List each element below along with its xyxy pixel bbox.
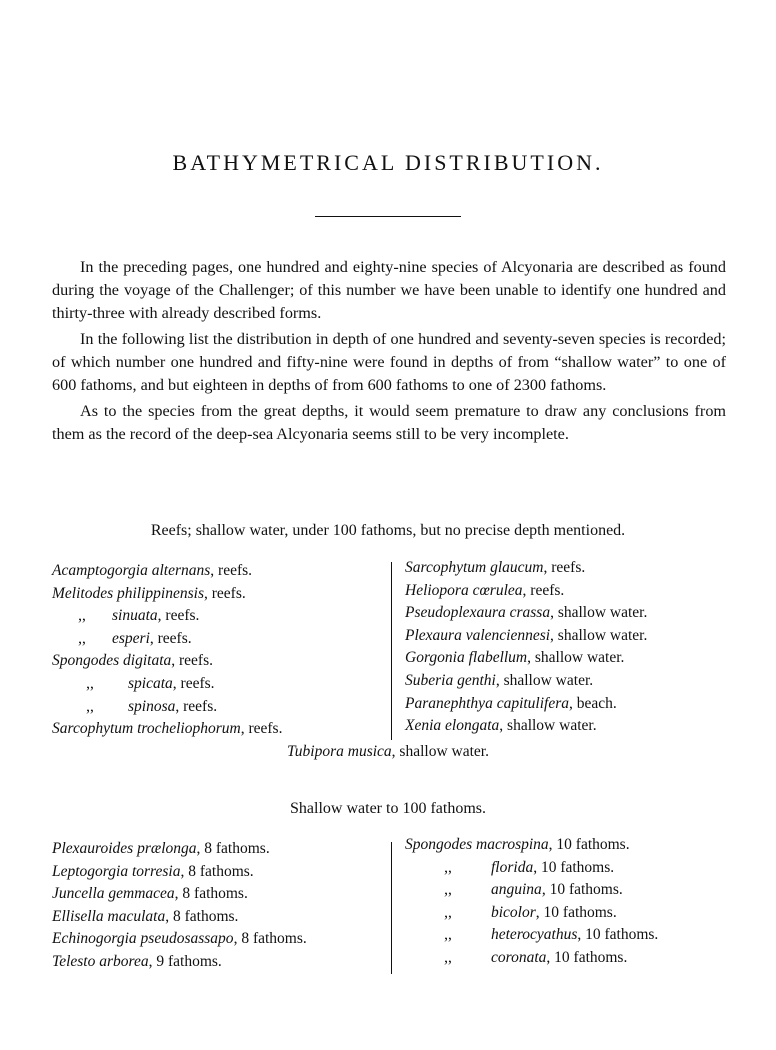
ditto-mark: ,, <box>78 629 86 647</box>
species-entry: Suberia genthi, shallow water. <box>405 671 594 689</box>
species-entry: Leptogorgia torresia, 8 fathoms. <box>52 862 254 880</box>
shallow-right-column <box>405 834 658 970</box>
intro-paragraph: In the following list the distribution in depth of one hundred and seventy-seven species is recorded; of which number one hundred and fifty-nine were found in depths of from “shallow water” to one of 600 fathoms, and but eighteen in depths of from 600 fathoms to one of 2300 fathoms. <box>52 330 726 394</box>
species-entry: Gorgonia flabellum, shallow water. <box>405 649 625 667</box>
reefs-left-column <box>52 560 282 741</box>
section-heading-shallow: Shallow water to 100 fathoms. <box>290 800 486 817</box>
ditto-mark: ,, <box>86 674 94 692</box>
species-entry: Paranephthya capitulifera, beach. <box>405 694 617 712</box>
species-entry: ,, coronata, 10 fathoms. <box>405 947 658 970</box>
species-entry-centered: Tubipora musica, shallow water. <box>287 743 489 760</box>
species-entry: ,, anguina, 10 fathoms. <box>405 879 658 902</box>
species-entry: Juncella gemmacea, 8 fathoms. <box>52 885 248 903</box>
species-entry: Melitodes philippinensis, reefs. <box>52 584 246 602</box>
species-entry: Pseudoplexaura crassa, shallow water. <box>405 604 648 622</box>
species-entry: ,, spinosa, reefs. <box>52 696 282 719</box>
ditto-mark: ,, <box>86 697 94 715</box>
column-divider <box>391 842 392 974</box>
species-entry: Ellisella maculata, 8 fathoms. <box>52 907 239 925</box>
section-heading-reefs: Reefs; shallow water, under 100 fathoms, but no precise depth mentioned. <box>150 522 626 539</box>
species-entry: Echinogorgia pseudosassapo, 8 fathoms. <box>52 930 307 948</box>
species-entry: Telesto arborea, 9 fathoms. <box>52 952 222 970</box>
ditto-mark: ,, <box>444 926 452 944</box>
species-entry: ,, esperi, reefs. <box>52 628 282 651</box>
ditto-mark: ,, <box>78 607 86 625</box>
title-rule <box>315 216 461 217</box>
species-entry: Spongodes macrospina, 10 fathoms. <box>405 836 630 853</box>
intro-paragraph: In the preceding pages, one hundred and eighty-nine species of Alcyonaria are described as found during the voyage of the Challenger; of this number we have been unable to identify one hundred and thirty-three with already described forms. <box>52 258 726 322</box>
species-entry: Heliopora cœrulea, reefs. <box>405 581 565 599</box>
ditto-mark: ,, <box>444 948 452 966</box>
species-entry: Sarcophytum glaucum, reefs. <box>405 559 586 576</box>
column-divider <box>391 562 392 740</box>
species-entry: Sarcophytum trocheliophorum, reefs. <box>52 720 283 738</box>
species-entry: Acamptogorgia alternans, reefs. <box>52 562 253 579</box>
species-entry: ,, spicata, reefs. <box>52 673 282 696</box>
species-entry: Spongodes digitata, reefs. <box>52 652 214 670</box>
species-entry: Plexauroides prælonga, 8 fathoms. <box>52 840 270 857</box>
species-entry: ,, bicolor, 10 fathoms. <box>405 902 658 925</box>
species-entry: Xenia elongata, shallow water. <box>405 717 597 735</box>
species-entry: Plexaura valenciennesi, shallow water. <box>405 626 648 644</box>
ditto-mark: ,, <box>444 858 452 876</box>
reefs-right-column <box>405 557 647 738</box>
ditto-mark: ,, <box>444 881 452 899</box>
species-entry: ,, florida, 10 fathoms. <box>405 857 658 880</box>
species-entry: ,, heterocyathus, 10 fathoms. <box>405 924 658 947</box>
species-entry: ,, sinuata, reefs. <box>52 605 282 628</box>
intro-text <box>52 256 726 449</box>
ditto-mark: ,, <box>444 903 452 921</box>
page-title: BATHYMETRICAL DISTRIBUTION. <box>172 150 604 175</box>
shallow-left-column <box>52 838 307 974</box>
intro-paragraph: As to the species from the great depths, it would seem premature to draw any conclusions from them as the record of the deep-sea Alcyonaria seems still to be very incomplete. <box>52 402 726 443</box>
